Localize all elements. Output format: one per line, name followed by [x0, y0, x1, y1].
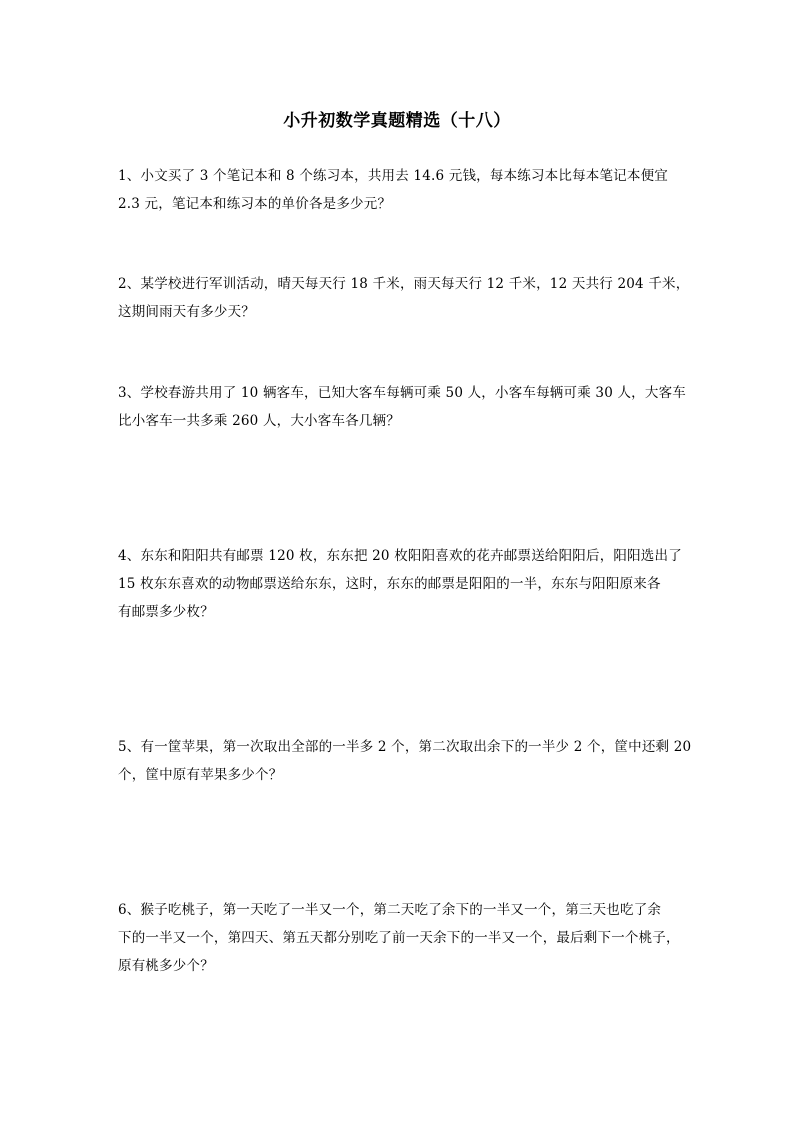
- question-2: [118, 270, 690, 326]
- question-line: 原有桃多少个？: [118, 958, 214, 974]
- question-line: 这期间雨天有多少天？: [118, 304, 255, 320]
- question-line: 个，筐中原有苹果多少个？: [118, 767, 283, 783]
- page-title: 小升初数学真题精选（十八）: [283, 111, 511, 131]
- question-6: [118, 896, 678, 980]
- question-line: 15 枚东东喜欢的动物邮票送给东东，这时，东东的邮票是阳阳的一半，东东与阳阳原来各: [118, 576, 661, 592]
- question-line: 3、学校春游共用了 10 辆客车，已知大客车每辆可乘 50 人，小客车每辆可乘 30 人，大客车: [118, 385, 686, 401]
- question-line: 6、猴子吃桃子，第一天吃了一半又一个，第二天吃了余下的一半又一个，第三天也吃了余: [118, 902, 662, 918]
- question-4: [118, 542, 682, 626]
- question-line: 比小客车一共多乘 260 人，大小客车各几辆？: [118, 413, 400, 429]
- question-5: [118, 733, 692, 789]
- question-3: [118, 379, 686, 435]
- question-line: 4、东东和阳阳共有邮票 120 枚，东东把 20 枚阳阳喜欢的花卉邮票送给阳阳后，阳阳选出了: [118, 548, 682, 564]
- question-line: 有邮票多少枚？: [118, 604, 214, 620]
- question-line: 5、有一筐苹果，第一次取出全部的一半多 2 个，第二次取出余下的一半少 2 个，筐中还剩 20: [118, 739, 692, 755]
- question-line: 1、小文买了 3 个笔记本和 8 个练习本，共用去 14.6 元钱，每本练习本比每本笔记本便宜: [118, 168, 668, 184]
- question-line: 下的一半又一个，第四天、第五天都分别吃了前一天余下的一半又一个，最后剩下一个桃子，: [118, 930, 680, 946]
- question-line: 2.3 元，笔记本和练习本的单价各是多少元？: [118, 196, 392, 212]
- question-line: 2、某学校进行军训活动，晴天每天行 18 千米，雨天每天行 12 千米，12 天共行 204 千米，: [118, 276, 690, 292]
- question-1: [118, 162, 678, 218]
